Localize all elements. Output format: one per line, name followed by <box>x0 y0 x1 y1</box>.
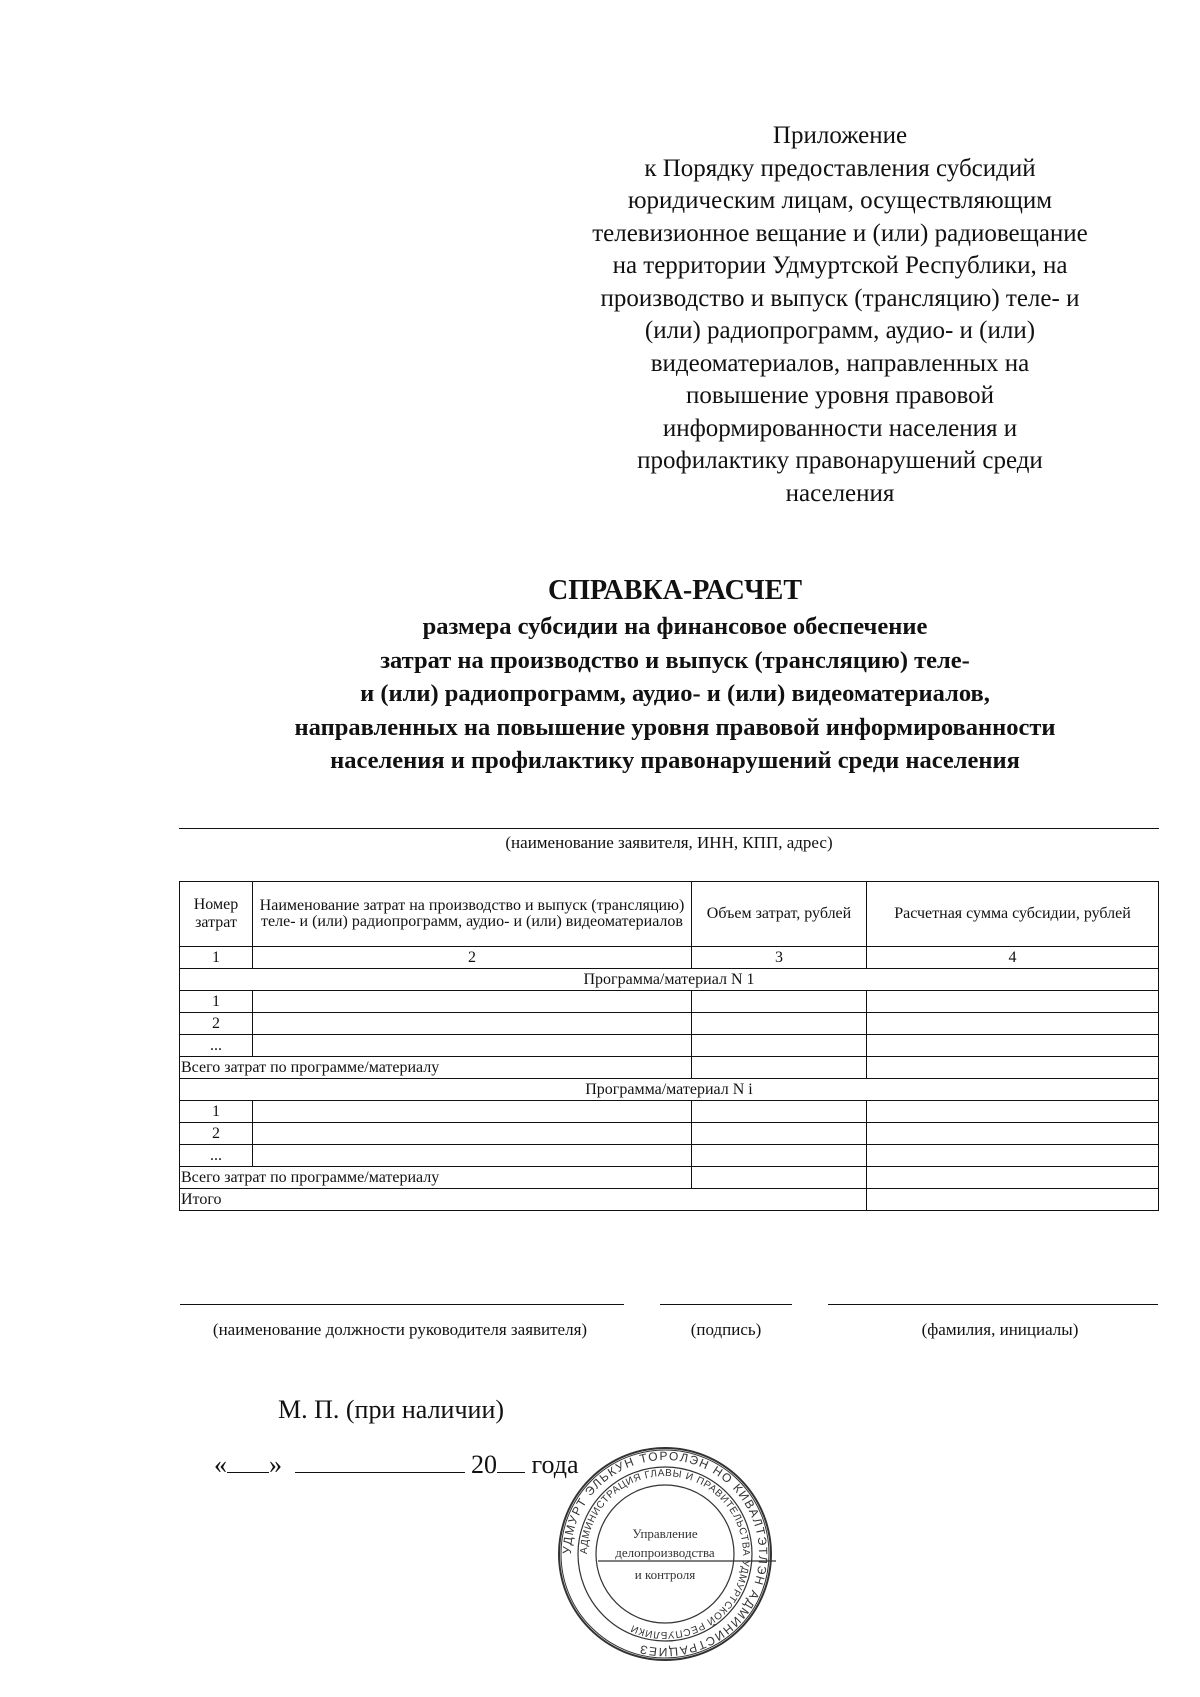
cost-name-cell[interactable] <box>253 991 692 1013</box>
section-title: Программа/материал N i <box>180 1079 1159 1101</box>
document-title <box>140 572 1200 778</box>
section-title-row <box>180 1079 1159 1101</box>
table-row <box>180 1013 1159 1035</box>
title-line: и (или) радиопрограмм, аудио- и (или) видеоматериалов, <box>360 680 990 707</box>
appendix-line: Приложение <box>772 122 908 149</box>
program-total-row <box>180 1167 1159 1189</box>
title-line: направленных на повышение уровня правовой информированности <box>294 713 1056 741</box>
section-title: Программа/материал N 1 <box>180 969 1159 991</box>
header-cost-number: Номер затрат <box>180 882 253 947</box>
stamp-center-line: и контроля <box>634 1567 696 1582</box>
title-line: населения и профилактику правонарушений среди населения <box>330 747 1020 774</box>
row-number: 2 <box>180 1123 253 1145</box>
appendix-header <box>560 120 1120 510</box>
year-suffix: года <box>531 1450 579 1479</box>
table-row <box>180 991 1159 1013</box>
title-subtitle <box>140 610 1200 778</box>
appendix-line: профилактику правонарушений среди <box>637 447 1043 474</box>
table-row <box>180 1123 1159 1145</box>
cost-name-cell[interactable] <box>253 1035 692 1057</box>
program-total-volume[interactable] <box>692 1057 867 1079</box>
appendix-line: (или) радиопрограмм, аудио- и (или) <box>644 317 1036 344</box>
column-number: 4 <box>867 947 1159 969</box>
appendix-line: к Порядку предоставления субсидий <box>644 154 1036 182</box>
cost-volume-cell[interactable] <box>692 1035 867 1057</box>
cost-name-cell[interactable] <box>253 1101 692 1123</box>
subsidy-amount-cell[interactable] <box>867 1013 1159 1035</box>
cost-name-cell[interactable] <box>253 1013 692 1035</box>
signature-caption: (подпись) <box>690 1320 762 1339</box>
official-stamp <box>554 1443 776 1665</box>
subsidy-amount-cell[interactable] <box>867 1101 1159 1123</box>
title-line: затрат на производство и выпуск (трансляцию) теле- <box>380 646 970 674</box>
year-prefix: 20 <box>471 1450 497 1479</box>
table-row <box>180 1145 1159 1167</box>
appendix-line: телевизионное вещание и (или) радиовещание <box>592 219 1088 247</box>
appendix-line: населения <box>785 479 895 507</box>
table-row <box>180 1035 1159 1057</box>
cost-volume-cell[interactable] <box>692 1145 867 1167</box>
grand-total-label: Итого <box>180 1189 867 1211</box>
column-number: 2 <box>253 947 692 969</box>
cost-name-cell[interactable] <box>253 1123 692 1145</box>
subsidy-amount-cell[interactable] <box>867 1123 1159 1145</box>
stamp-inner-text: АДМИНИСТРАЦИЯ ГЛАВЫ И ПРАВИТЕЛЬСТВА УДМУРТСКОЙ РЕСПУБЛИКИ <box>578 1467 752 1641</box>
appendix-line: видеоматериалов, направленных на <box>650 349 1030 377</box>
row-number: 1 <box>180 1101 253 1123</box>
date-open-quote: « <box>214 1450 227 1479</box>
day-blank[interactable] <box>227 1452 269 1473</box>
appendix-line: юридическим лицам, осуществляющим <box>627 187 1053 214</box>
program-total-subsidy[interactable] <box>867 1167 1159 1189</box>
header-subsidy-amount: Расчетная сумма субсидии, рублей <box>867 882 1159 947</box>
column-number: 3 <box>692 947 867 969</box>
program-total-subsidy[interactable] <box>867 1057 1159 1079</box>
appendix-line: на территории Удмуртской Республики, на <box>612 252 1068 279</box>
row-number: 1 <box>180 991 253 1013</box>
row-number: ... <box>180 1035 253 1057</box>
grand-total-row <box>180 1189 1159 1211</box>
title-main: СПРАВКА-РАСЧЕТ <box>547 575 803 606</box>
signature-fill-line[interactable] <box>660 1304 792 1305</box>
stamp-outer-text: УДМУРТ ЭЛЬКУН ТОРОЛЭН НО КИВАЛТЭТЛЭН АДМИНИСТРАЦИЕЗ <box>559 1448 771 1660</box>
name-caption: (фамилия, инициалы) <box>921 1320 1079 1339</box>
date-close-quote: » <box>269 1450 282 1479</box>
program-total-label: Всего затрат по программе/материалу <box>180 1057 692 1079</box>
subsidy-amount-cell[interactable] <box>867 1035 1159 1057</box>
name-fill-line[interactable] <box>828 1304 1158 1305</box>
table-header-row <box>180 882 1159 947</box>
position-caption: (наименование должности руководителя заявителя) <box>212 1320 588 1339</box>
table-row <box>180 1101 1159 1123</box>
subsidy-amount-cell[interactable] <box>867 991 1159 1013</box>
appendix-line: информированности населения и <box>662 414 1018 442</box>
cost-name-cell[interactable] <box>253 1145 692 1167</box>
header-cost-name: Наименование затрат на производство и выпуск (трансляцию) теле- и (или) радиопрограмм, аудио- и (или) видеоматериалов <box>253 882 692 947</box>
appendix-line: повышение уровня правовой <box>686 382 994 409</box>
cost-volume-cell[interactable] <box>692 1123 867 1145</box>
stamp-center-line: Управление <box>632 1526 698 1541</box>
applicant-fill-line[interactable] <box>179 828 1159 829</box>
appendix-line: производство и выпуск (трансляцию) теле- и <box>600 284 1080 312</box>
section-title-row <box>180 969 1159 991</box>
month-blank[interactable] <box>295 1452 465 1473</box>
year-blank[interactable] <box>497 1452 525 1473</box>
column-number: 1 <box>180 947 253 969</box>
date-line <box>214 1450 579 1480</box>
column-numbers-row <box>180 947 1159 969</box>
stamp-center-line: делопроизводства <box>615 1545 715 1560</box>
seal-note: М. П. (при наличии) <box>278 1395 505 1424</box>
subsidy-amount-cell[interactable] <box>867 1145 1159 1167</box>
grand-total-subsidy[interactable] <box>867 1189 1159 1211</box>
row-number: ... <box>180 1145 253 1167</box>
program-total-label: Всего затрат по программе/материалу <box>180 1167 692 1189</box>
title-line: размера субсидии на финансовое обеспечение <box>422 613 928 640</box>
header-cost-volume: Объем затрат, рублей <box>692 882 867 947</box>
position-fill-line[interactable] <box>180 1304 624 1305</box>
cost-volume-cell[interactable] <box>692 991 867 1013</box>
cost-volume-cell[interactable] <box>692 1101 867 1123</box>
calculation-table <box>179 881 1159 1211</box>
program-total-volume[interactable] <box>692 1167 867 1189</box>
cost-volume-cell[interactable] <box>692 1013 867 1035</box>
applicant-caption: (наименование заявителя, ИНН, КПП, адрес) <box>505 833 833 852</box>
program-total-row <box>180 1057 1159 1079</box>
row-number: 2 <box>180 1013 253 1035</box>
